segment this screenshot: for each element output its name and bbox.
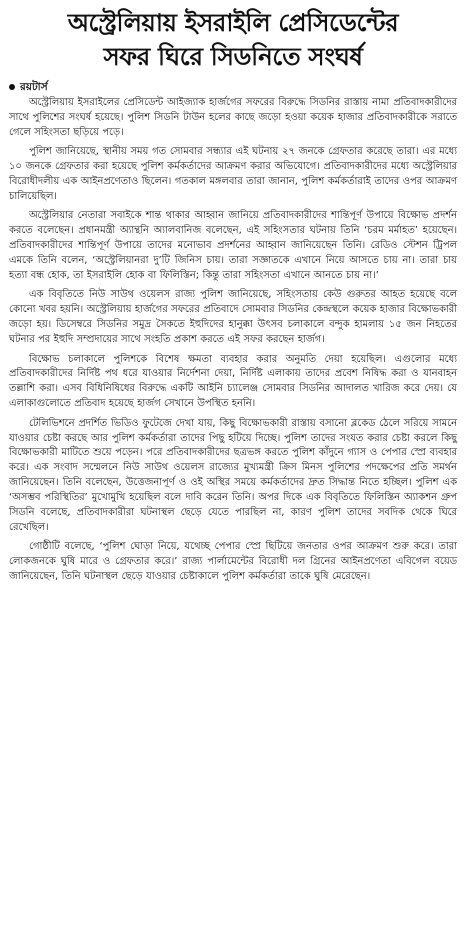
article-paragraph-5: বিক্ষোভ চলাকালে পুলিশকে বিশেষ ক্ষমতা ব্যবহার করার অনুমতি দেয়া হয়েছিল। এগুলোর মধ্যে প্রতিবাদকারীদের নির্দিষ্ট পথ ধরে যাওয়ার নির্দেশনা দেয়া, নির্দিষ্ট এলাকায় তাদের প্রবেশ নিষিদ্ধ করা ও যানবাহন তল্লাশি করা। এসব বিধিনিষিধের বিরুদ্ধে একটি আইনি চ্যালেঞ্জ সোমবার সিডনির আদালত খারিজ করে দেয়। যে এলাকাগুলোতে প্রতিবাদ হয়েছে হার্জগ সেখানে উপস্থিত হননি। <box>9 353 457 410</box>
bullet-icon <box>9 84 15 90</box>
article-paragraph-1: অস্ট্রেলিয়ায় ইসরাইলের প্রেসিডেন্ট আইজ্যাক হার্জগের সফরের বিরুদ্ধে সিডনির রাস্তায় নামা প্রতিবাদকারীদের সাথে পুলিশের সংঘর্ষ হয়েছে। পুলিশ সিডনি টাউন হলের কাছে জড়ো হওয়া কয়েক হাজার প্রতিবাদকারীকে সরাতে গেলে সহিংসতা ছড়িয়ে পড়ে। <box>9 97 457 138</box>
article-paragraph-6: টেলিভিশনে প্রদর্শিত ভিডিও ফুটেজে দেখা যায়, কিছু বিক্ষোভকারী রাস্তায় বসানো ব্লকেড ঠেলে সরিয়ে সামনে যাওয়ার চেষ্টা করছে আর পুলিশ কর্মকর্তারা তাদের পিছু হটিয়ে দিচ্ছে। পুলিশ তাদের সংযত করার চেষ্টা করলে কিছু বিক্ষোভকারী মাটিতে শুয়ে পড়েন। পরে প্রতিবাদকারীদের ছত্রভঙ্গ করতে পুলিশ কাঁদুনে গ্যাস ও পেপার স্প্রে ব্যবহার করে। এক সংবাদ সম্মেলনে নিউ সাউথ ওয়েলস রাজ্যের মুখ্যমন্ত্রী ক্রিস মিনস পুলিশের পদক্ষেপের প্রতি সমর্থন জানিয়েছেন। তিনি বলেছেন, উত্তেজনাপূর্ণ ও ওই অস্থির সময়ে কর্মকর্তাদের দ্রুত সিদ্ধান্ত নিতে হচ্ছিল। পুলিশ এক ‘অসম্ভব পরিস্থিতির’ মুখোমুখি হয়েছিল বলে দাবি করেন তিনি। অপর দিকে এক বিবৃতিতে ফিলিস্তিন অ্যাকশন গ্রুপ সিডনি বলেছে, প্রতিবাদকারীরা ঘটনাস্থল ছেড়ে যেতে পারছিল না, কারণ পুলিশ তাদের সবদিক থেকে ঘিরে রেখেছিল। <box>9 417 457 533</box>
headline-line-1: অস্ট্রেলিয়ায় ইসরাইলি প্রেসিডেন্টের <box>67 8 399 37</box>
article-byline <box>9 80 457 94</box>
article-headline <box>9 6 457 74</box>
article-body <box>9 96 457 585</box>
byline-source: রয়টার্স <box>20 81 48 93</box>
article-paragraph-4: এক বিবৃতিতে নিউ সাউথ ওয়েলস রাজ্য পুলিশ জানিয়েছে, সহিংসতায় কেউ গুরুতর আহত হয়েছে বলে কোনো খবর হয়নি। অস্ট্রেলিয়ায় হার্জগের সফরের প্রতিবাদে সোমবার সিডনির কেন্দ্রস্থলে কয়েক হাজার বিক্ষোভকারী জড়ো হয়। ডিসেম্বরে সিডনির সমুদ্র সৈকতে ইহুদিদের হানুক্কা উৎসব চলাকালে বন্দুক হামলায় ১৫ জন নিহতের ঘটনার পর ইহুদি সম্প্রদায়ের সাথে সংহতি প্রকাশ করতে এই সফর করছেন হার্জগ। <box>9 289 457 346</box>
article-paragraph-2: পুলিশ জানিয়েছে, স্থানীয় সময় গত সোমবার সন্ধ্যার এই ঘটনায় ২৭ জনকে গ্রেফতার করেছে তারা। এর মধ্যে ১০ জনকে গ্রেফতার করা হয়েছে পুলিশ কর্মকর্তাদের আক্রমণ করার অভিযোগে। প্রতিবাদকারীদের মধ্যে অস্ট্রেলিয়ার বিরোধীদলীয় এক আইনপ্রণেতাও ছিলেন। গতকাল মঙ্গলবার তারা জানান, পুলিশ কর্মকর্তারাই তাদের ওপর আক্রমণ চালিয়েছিল। <box>9 146 457 202</box>
article-paragraph-3: অস্ট্রেলিয়ার নেতারা সবাইকে শান্ত থাকার আহ্বান জানিয়ে প্রতিবাদকারীদের শান্তিপূর্ণ উপায়ে বিক্ষোভ প্রদর্শন করতে বলেছেন। প্রধানমন্ত্রী অ্যান্থনি অ্যালবানিজ বলেছেন, এই সহিংসতার ঘটনায় তিনি ‘চরম মর্মাহত’ হয়েছেন। প্রতিবাদকারীদের শান্তিপূর্ণ উপায়ে তাদের মনোভাব প্রদর্শনের আহ্বান জানিয়েছেন তিনি। রেডিও স্টেশন ট্রিপল এমকে তিনি বলেন, ‘অস্ট্রেলিয়ানরা দু’টি জিনিস চায়। তারা সজ্ঞাতকে এখানে নিয়ে আসতে চায় না। তারা চায় হত্যা বন্ধ হোক, তা ইসরাইলি হোক বা ফিলিস্তিন; কিন্তু তারা সহিংসতা এখানে আনতে চায় না।’ <box>9 210 457 281</box>
article-paragraph-7: গোষ্ঠীটি বলেছে, ‘পুলিশ ঘোড়া নিয়ে, যথেচ্ছ পেপার স্প্রে ছিটিয়ে জনতার ওপর আক্রমণ শুরু করে। তারা লোকজনকে ঘুষি মারে ও গ্রেফতার করে।’ রাজ্য পার্লামেন্টের বিরোধী দল গ্রিনের আইনপ্রণেতা এবিগেল বয়েড জানিয়েছেন, তিনি ঘটনাস্থল ছেড়ে যাওয়ার চেষ্টাকালে পুলিশ কর্মকর্তারা তাকে ঘুষি মেরেছেন। <box>9 541 457 583</box>
headline-line-2: সফর ঘিরে সিডনিতে সংঘর্ষ <box>103 42 363 71</box>
